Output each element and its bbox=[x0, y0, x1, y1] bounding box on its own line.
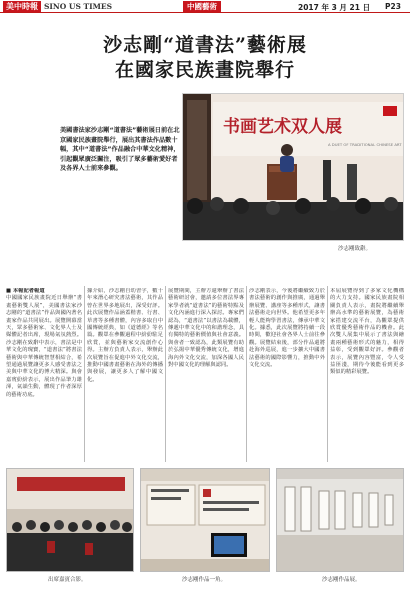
lead-paragraph: 美國書法家沙志剛“道書法”藝術展日前在北京國家民族畫院舉行，展出其書法作品數十幅，其中“道書法”作品融合中華文化精神，引起觀眾廣泛關注，吸引了眾多藝術愛好者及各界人士前來參觀。 bbox=[60, 127, 180, 172]
masthead-english: SINO US TIMES bbox=[44, 2, 113, 11]
main-photo-caption: 沙志剛致辭。 bbox=[338, 246, 372, 252]
column-divider bbox=[165, 286, 166, 462]
body-column-4 bbox=[249, 288, 325, 460]
exhibit-photo-2-caption: 沙志剛作品展。 bbox=[322, 577, 361, 583]
body-text-1: 中國國家民族畫院近日舉辦“書畫藝術雙人展”，美國書法家沙志剛的“道書法”作品與國內著名畫家作品共同展出。展覽開幕當天，眾多藝術家、文化界人士及媒體記者出席，現場氣氛熱烈。沙志剛在致辭中表示，書法是中華文化的瑰寶，“道書法”將書法藝術與中華傳統智慧相結合，希望通過展覽讓更多人感受書法之美與中華文化的博大精深。與會嘉賓紛紛表示，展出作品筆力雄渾，氣韻生動，體現了作者深厚的藝術功底。 bbox=[6, 295, 82, 398]
column-divider bbox=[246, 286, 247, 462]
body-column-1 bbox=[6, 288, 82, 460]
body-text-3: 展覽期間，主辦方還舉辦了書法藝術研討會，邀請多位書法界專家學者就“道書法”的藝術特點及文化內涵進行深入探討。專家們認為，“道書法”以書法為載體，傳遞中華文化中的和諧理念，具有獨特的藝術價值與社會意義。與會者一致認為，此類展覽有助於弘揚中華優秀傳統文化，增進海內外文化交流，加深各國人民對中國文化的理解與認同。 bbox=[168, 288, 244, 369]
body-text-5: 本屆展覽得到了多家文化機構的大力支持。國家民族畫院相關負責人表示，畫院將繼續舉辦高水準的藝術展覽，為藝術家搭建交流平台，為觀眾提供欣賞優秀藝術作品的機會。此次雙人展集中展示了書法與繪畫兩種藝術形式的魅力，相得益彰，受到觀眾好評。參觀者表示，展覽內容豐富，令人受益匪淺，期待今後能看到更多類似的精彩展覽。 bbox=[330, 288, 404, 376]
group-photo bbox=[6, 468, 134, 572]
body-text-4: 沙志剛表示，今後將繼續致力於書法藝術的創作與推廣，通過舉辦展覽、講座等多種形式，讓書法藝術走向世界。他希望更多年輕人能夠學習書法，傳承中華文化。據悉，此次展覽將持續一段時間，歡迎社會各界人士前往參觀。展覽結束後，部分作品還將赴海外巡展，進一步擴大中國書法藝術的國際影響力，推動中外文化交流。 bbox=[249, 288, 325, 369]
body-text-2: 據介紹，沙志剛自幼習字，數十年來潛心研究書法藝術，其作品曾在世界多地展出，深受好評。此次展覽作品涵蓋楷書、行書、草書等多種書體，內容多取自中國傳統經典，如《道德經》等名篇。觀眾在參觀過程中紛紛駐足欣賞，並與藝術家交流創作心得。主辦方負責人表示，舉辦此次展覽旨在促進中外文化交流，推動中國書畫藝術在海外的傳播與發展，讓更多人了解中國文化。 bbox=[87, 288, 163, 383]
exhibit-photo-1 bbox=[140, 468, 270, 572]
main-photo bbox=[182, 93, 404, 241]
issue-date: 2017 年 3 月 21 日 bbox=[298, 3, 371, 12]
section-label: 中國藝術 bbox=[183, 1, 221, 12]
body-column-3 bbox=[168, 288, 244, 460]
body-heading: ■ 本報記者報道 bbox=[6, 288, 45, 294]
column-divider bbox=[84, 286, 85, 462]
column-divider bbox=[327, 286, 328, 462]
main-photo-illustration bbox=[183, 94, 404, 241]
masthead-logo: 美中時報 bbox=[3, 1, 41, 12]
page-number: P23 bbox=[385, 2, 401, 11]
banner-title: 书画艺术双人展 bbox=[223, 117, 342, 137]
body-column-2 bbox=[87, 288, 163, 460]
group-photo-caption: 出席嘉賓合影。 bbox=[48, 577, 87, 583]
banner-subtitle: A DUET OF TRADITIONAL CHINESE ART bbox=[328, 142, 402, 147]
body-column-5 bbox=[330, 288, 404, 460]
exhibit-photo-2 bbox=[276, 468, 404, 572]
headline-line1: 沙志剛“道書法”藝術展 bbox=[103, 34, 307, 56]
headline-line2: 在國家民族畫院舉行 bbox=[114, 59, 295, 81]
exhibit-photo-1-caption: 沙志剛作品一角。 bbox=[182, 577, 227, 583]
